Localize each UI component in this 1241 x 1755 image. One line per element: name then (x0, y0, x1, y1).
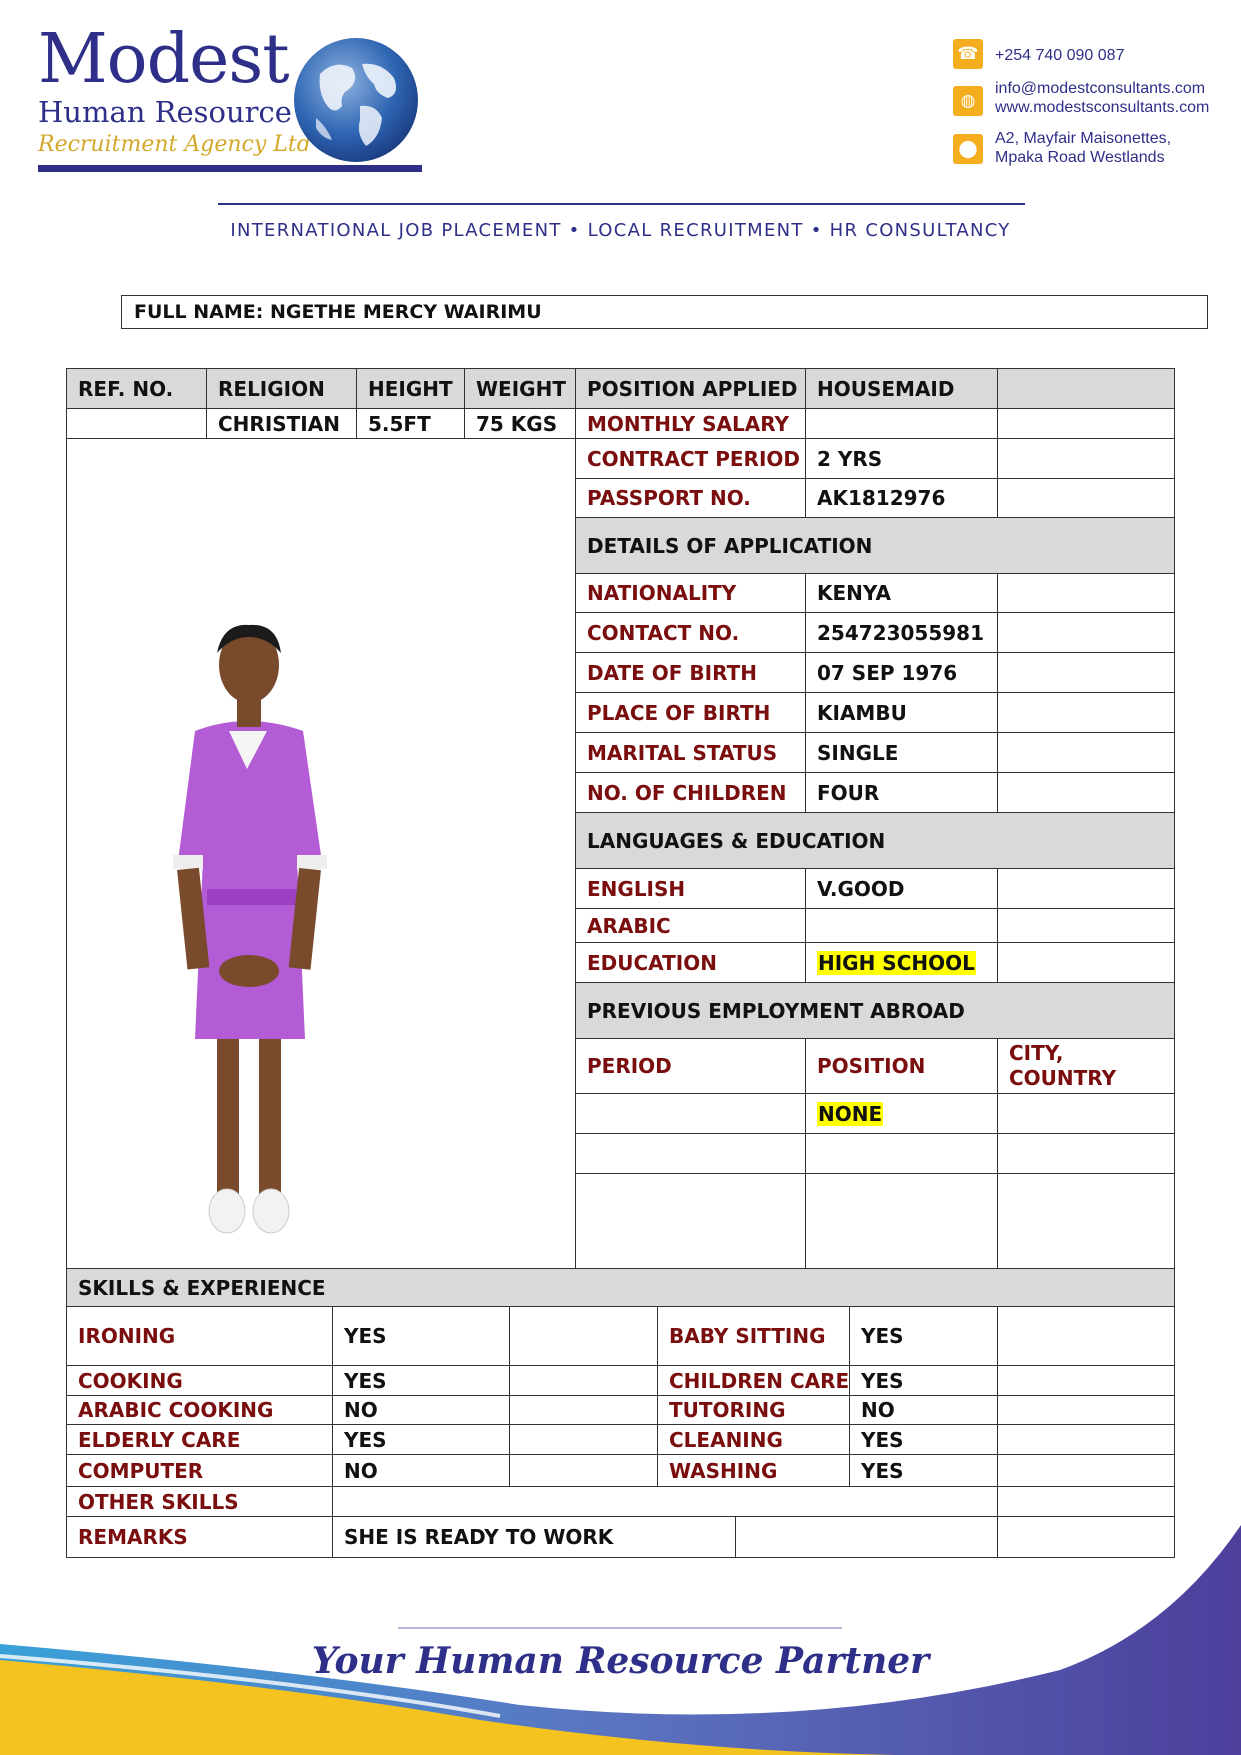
city-label: CITY, (1009, 1041, 1064, 1065)
candidate-photo-frame (66, 438, 576, 1269)
position-applied-label: POSITION APPLIED (575, 368, 806, 409)
position-extra-cell (997, 368, 1175, 409)
skill-cleaning-extra (997, 1424, 1175, 1455)
arabic-value (805, 908, 998, 943)
english-value: V.GOOD (805, 868, 998, 909)
contact-phone: +254 740 090 087 (995, 47, 1125, 64)
employment-row-3-city (997, 1173, 1175, 1269)
details-section-title: DETAILS OF APPLICATION (575, 517, 1175, 574)
contact-no-label: CONTACT NO. (575, 612, 806, 653)
education-label: EDUCATION (575, 942, 806, 983)
footer-rule (398, 1627, 842, 1629)
dob-extra-cell (997, 652, 1175, 693)
contact-extra-cell (997, 612, 1175, 653)
logo-wordmark: Modest (38, 20, 289, 99)
english-extra-cell (997, 868, 1175, 909)
skill-arabic-cooking-label: ARABIC COOKING (66, 1395, 333, 1425)
full-name: FULL NAME: NGETHE MERCY WAIRIMU (121, 295, 1208, 329)
skill-children-care-value: YES (849, 1365, 998, 1396)
skill-computer-extra (509, 1454, 658, 1487)
skills-section-title: SKILLS & EXPERIENCE (66, 1268, 1175, 1307)
contact-address-1: A2, Mayfair Maisonettes, (995, 130, 1172, 147)
contact-address-2: Mpaka Road Westlands (995, 149, 1165, 166)
contract-period-label: CONTRACT PERIOD (575, 438, 806, 479)
skill-arabic-cooking-value: NO (332, 1395, 510, 1425)
nationality-value: KENYA (805, 573, 998, 613)
contact-website: www.modestsconsultants.com (995, 99, 1210, 116)
salary-extra-cell (997, 408, 1175, 439)
nationality-label: NATIONALITY (575, 573, 806, 613)
marital-extra-cell (997, 732, 1175, 773)
skill-tutoring-label: TUTORING (657, 1395, 850, 1425)
arabic-extra-cell (997, 908, 1175, 943)
phone-icon: ☎ (953, 39, 983, 69)
employment-row-3-position (805, 1173, 998, 1269)
skill-computer-value: NO (332, 1454, 510, 1487)
skill-ironing-extra (509, 1306, 658, 1366)
dob-label: DATE OF BIRTH (575, 652, 806, 693)
globe-icon (290, 34, 422, 166)
position-header: POSITION (805, 1038, 998, 1094)
remarks-label: REMARKS (66, 1516, 333, 1558)
tagline: INTERNATIONAL JOB PLACEMENT • LOCAL RECRUITMENT • HR CONSULTANCY (230, 220, 1011, 241)
candidate-photo (147, 619, 357, 1249)
contact-email: info@modestconsultants.com (995, 80, 1206, 97)
position-applied-value: HOUSEMAID (805, 368, 998, 409)
logo-agency: Recruitment Agency Ltd (38, 132, 311, 157)
skill-elderly-care-label: ELDERLY CARE (66, 1424, 333, 1455)
tagline-rule (218, 203, 1025, 205)
employment-row-1-period (575, 1093, 806, 1134)
skill-cooking-extra (509, 1365, 658, 1396)
skill-washing-label: WASHING (657, 1454, 850, 1487)
education-extra-cell (997, 942, 1175, 983)
skill-tutoring-extra (997, 1395, 1175, 1425)
skill-computer-label: COMPUTER (66, 1454, 333, 1487)
period-header: PERIOD (575, 1038, 806, 1094)
employment-row-2-position (805, 1133, 998, 1174)
employment-row-1-position-cell (805, 1093, 998, 1134)
education-cell (805, 942, 998, 983)
education-value: HIGH SCHOOL (818, 950, 975, 975)
passport-value: AK1812976 (805, 478, 998, 518)
footer-slogan: Your Human Resource Partner (311, 1640, 930, 1682)
skill-cooking-label: COOKING (66, 1365, 333, 1396)
skill-cleaning-label: CLEANING (657, 1424, 850, 1455)
pob-label: PLACE OF BIRTH (575, 692, 806, 733)
web-icon: ◍ (953, 86, 983, 116)
contact-no-value: 254723055981 (805, 612, 998, 653)
skill-baby-sitting-label: BABY SITTING (657, 1306, 850, 1366)
ref-no-header: REF. NO. (66, 368, 207, 409)
skill-washing-extra (997, 1454, 1175, 1487)
contract-extra-cell (997, 438, 1175, 479)
employment-row-3-period (575, 1173, 806, 1269)
marital-label: MARITAL STATUS (575, 732, 806, 773)
employment-row-1-city (997, 1093, 1175, 1134)
skill-elderly-care-value: YES (332, 1424, 510, 1455)
weight-header: WEIGHT (464, 368, 576, 409)
employment-section-title: PREVIOUS EMPLOYMENT ABROAD (575, 982, 1175, 1039)
monthly-salary-value (805, 408, 998, 439)
religion-header: RELIGION (206, 368, 357, 409)
weight-value: 75 KGS (464, 408, 576, 439)
skill-tutoring-value: NO (849, 1395, 998, 1425)
footer-swoosh (0, 1520, 1241, 1755)
height-header: HEIGHT (356, 368, 465, 409)
skill-baby-sitting-extra (997, 1306, 1175, 1366)
height-value: 5.5FT (356, 408, 465, 439)
children-label: NO. OF CHILDREN (575, 772, 806, 813)
remarks-value: SHE IS READY TO WORK (332, 1516, 736, 1558)
nationality-extra-cell (997, 573, 1175, 613)
children-extra-cell (997, 772, 1175, 813)
skill-ironing-value: YES (332, 1306, 510, 1366)
employment-row-2-city (997, 1133, 1175, 1174)
employment-row-2-period (575, 1133, 806, 1174)
skill-ironing-label: IRONING (66, 1306, 333, 1366)
skill-cooking-value: YES (332, 1365, 510, 1396)
other-skills-label: OTHER SKILLS (66, 1486, 333, 1517)
city-country-header (997, 1038, 1175, 1094)
children-value: FOUR (805, 772, 998, 813)
employment-row-1-position: NONE (818, 1101, 883, 1126)
passport-extra-cell (997, 478, 1175, 518)
skill-children-care-extra (997, 1365, 1175, 1396)
skill-baby-sitting-value: YES (849, 1306, 998, 1366)
contract-period-value: 2 YRS (805, 438, 998, 479)
skill-arabic-cooking-extra (509, 1395, 658, 1425)
ref-no-value (66, 408, 207, 439)
location-pin-icon: ⬤ (953, 134, 983, 164)
dob-value: 07 SEP 1976 (805, 652, 998, 693)
skill-elderly-care-extra (509, 1424, 658, 1455)
arabic-label: ARABIC (575, 908, 806, 943)
logo-subtitle: Human Resource (38, 95, 292, 129)
pob-extra-cell (997, 692, 1175, 733)
skill-children-care-label: CHILDREN CARE (657, 1365, 850, 1396)
other-skills-extra (997, 1486, 1175, 1517)
country-label: COUNTRY (1009, 1066, 1117, 1090)
languages-section-title: LANGUAGES & EDUCATION (575, 812, 1175, 869)
skill-cleaning-value: YES (849, 1424, 998, 1455)
pob-value: KIAMBU (805, 692, 998, 733)
skill-washing-value: YES (849, 1454, 998, 1487)
logo-underline (38, 165, 422, 172)
religion-value: CHRISTIAN (206, 408, 357, 439)
other-skills-value (332, 1486, 998, 1517)
monthly-salary-label: MONTHLY SALARY (575, 408, 806, 439)
marital-value: SINGLE (805, 732, 998, 773)
english-label: ENGLISH (575, 868, 806, 909)
passport-label: PASSPORT NO. (575, 478, 806, 518)
